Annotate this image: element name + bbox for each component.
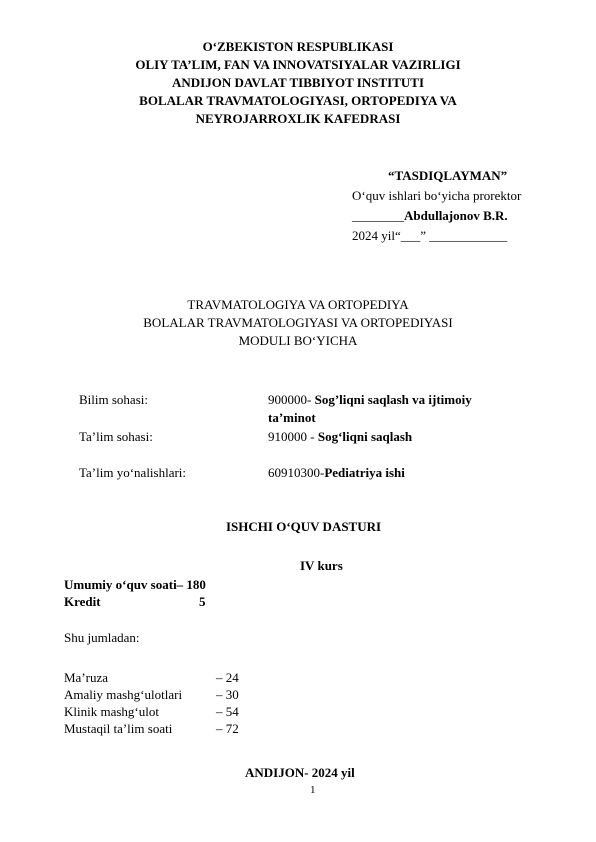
- hours-label: Mustaqil ta’lim soati: [64, 721, 173, 736]
- hours-value: – 72: [216, 721, 239, 736]
- subject-line: TRAVMATOLOGIYA VA ORTOPEDIYA: [187, 297, 409, 312]
- footer-city-year: ANDIJON- 2024 yil: [245, 765, 355, 780]
- total-hours: Umumiy o‘quv soati– 180: [64, 577, 206, 592]
- hours-value: – 54: [216, 704, 239, 719]
- header-line: NEYROJARROXLIK KAFEDRASI: [195, 111, 401, 126]
- field-code: 60910300-: [268, 465, 325, 480]
- page-number: 1: [310, 784, 316, 796]
- header-line: O‘ZBEKISTON RESPUBLIKASI: [202, 39, 394, 54]
- field-code: 910000 -: [268, 429, 318, 444]
- credit-value: 5: [199, 594, 206, 609]
- signature-line: ________: [352, 208, 404, 223]
- ministry-header: [0, 38, 596, 128]
- hours-value: – 24: [216, 670, 239, 685]
- field-text-continued: ta’minot: [268, 410, 316, 425]
- including-label: Shu jumladan:: [64, 630, 140, 645]
- field-label: Ta’lim sohasi:: [79, 429, 153, 444]
- header-line: BOLALAR TRAVMATOLOGIYASI, ORTOPEDIYA VA: [139, 93, 457, 108]
- header-line: OLIY TA’LIM, FAN VA INNOVATSIYALAR VAZIRLIGI: [135, 57, 461, 72]
- approval-title: “TASDIQLAYMAN”: [388, 168, 508, 183]
- hours-label: Klinik mashg‘ulot: [64, 704, 159, 719]
- hours-label: Amaliy mashg‘ulotlari: [64, 687, 183, 702]
- field-value: [268, 465, 405, 481]
- field-value: [268, 392, 472, 408]
- field-text: Pediatriya ishi: [324, 465, 405, 480]
- field-label: Bilim sohasi:: [79, 392, 148, 407]
- approver-name: Abdullajonov B.R.: [404, 208, 508, 223]
- field-code: 900000-: [268, 392, 315, 407]
- subject-line: BOLALAR TRAVMATOLOGIYASI VA ORTOPEDIYASI: [143, 315, 453, 330]
- subject-title: [0, 296, 596, 350]
- header-line: ANDIJON DAVLAT TIBBIYOT INSTITUTI: [171, 75, 425, 90]
- approval-date: 2024 yil“___” ____________: [352, 228, 508, 243]
- field-text: Sog’liqni saqlash va ijtimoiy: [314, 392, 472, 407]
- approval-signature: [352, 208, 508, 224]
- field-value: [268, 429, 412, 445]
- field-text: Sog‘liqni saqlash: [317, 429, 413, 444]
- approval-position: O‘quv ishlari bo‘yicha prorektor: [352, 188, 522, 203]
- hours-label: Ma’ruza: [64, 670, 109, 685]
- subject-line: MODULI BO‘YICHA: [238, 333, 358, 348]
- credit-label: Kredit: [64, 594, 101, 609]
- field-label: Ta’lim yo‘nalishlari:: [79, 465, 187, 480]
- program-title: ISHCHI O‘QUV DASTURI: [226, 519, 382, 534]
- hours-value: – 30: [216, 687, 239, 702]
- course-label: IV kurs: [300, 558, 343, 573]
